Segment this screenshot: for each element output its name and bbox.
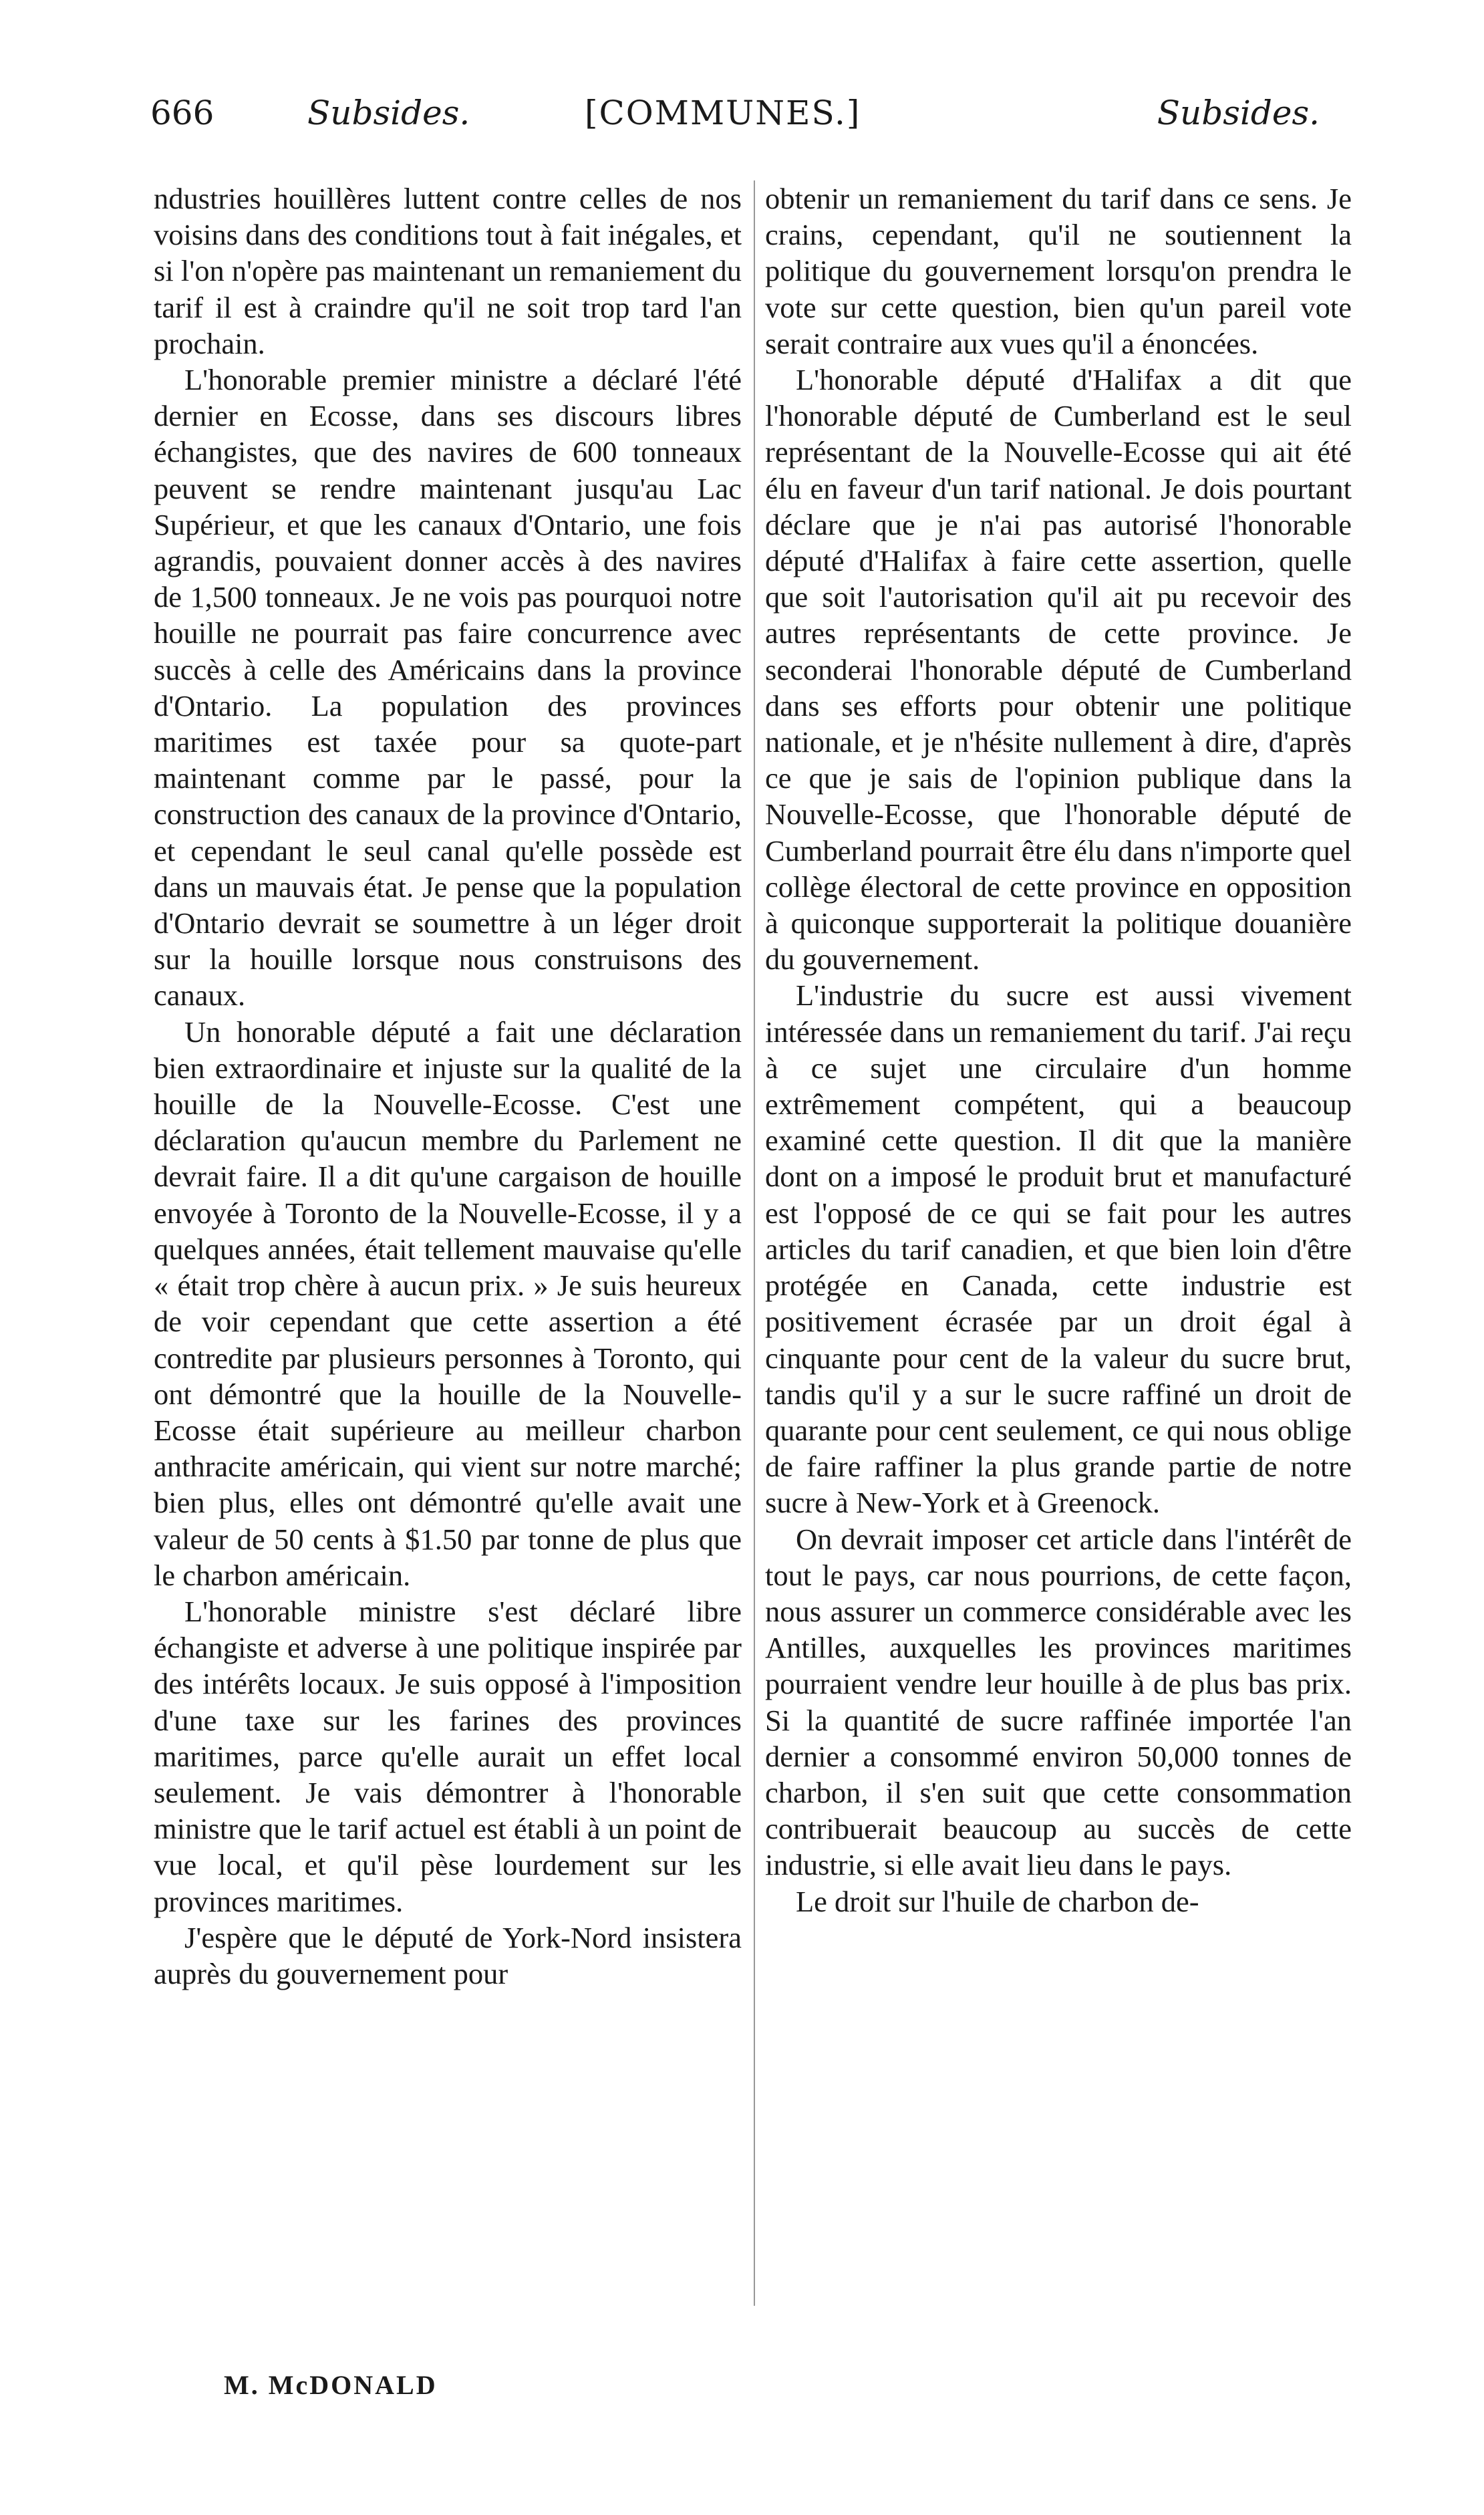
running-head — [150, 94, 1346, 147]
paragraph: L'industrie du sucre est aussi vivement intéressée dans un remaniement du tarif. J'ai reçu à ce sujet une circulaire d'un homme extrêmement compétent, qui a beaucoup examiné cette question. Il dit que la manière dont on a imposé le produit brut et manufacturé est l'opposé de ce qui se fait pour les autres articles du tarif canadien, et que bien loin d'être protégée en Canada, cette industrie est positivement écrasée par un droit égal à cinquante pour cent de la valeur du sucre brut, tandis qu'il y a sur le sucre raffiné un droit de quarante pour cent seulement, ce qui nous oblige de faire raffiner la plus grande partie de notre sucre à New-York et à Greenock. — [765, 978, 1352, 1520]
left-column — [154, 180, 742, 1992]
paragraph: obtenir un remaniement du tarif dans ce sens. Je crains, cependant, qu'il ne soutiennent la politique du gouvernement lorsqu'on prendra le vote sur cette question, bien qu'un pareil vote serait contraire aux vues qu'il a énoncées. — [765, 182, 1352, 360]
running-title-center: [COMMUNES.] — [585, 94, 861, 132]
paragraph: L'honorable ministre s'est déclaré libre échangiste et adverse à une politique inspirée par des intérêts locaux. Je suis opposé à l'imposition d'une taxe sur les farines des provinces maritimes, parce qu'elle aurait un effet local seulement. Je vais démontrer à l'honorable ministre que le tarif actuel est établi à un point de vue local, et qu'il pèse lourdement sur les provinces maritimes. — [154, 1594, 742, 1918]
paragraph: Le droit sur l'huile de charbon de- — [796, 1884, 1199, 1918]
running-title-right: Subsides. — [1157, 94, 1320, 132]
footer-signature: M. McDONALD — [224, 2370, 438, 2400]
paragraph: ndustries houillères luttent contre celles de nos voisins dans des conditions tout à fait inégales, et si l'on n'opère pas maintenant un remaniement du tarif il est à craindre qu'il ne soit trop tard l'an prochain. — [154, 182, 742, 360]
page-number: 666 — [150, 94, 214, 132]
right-column — [765, 180, 1352, 1920]
running-title-left: Subsides. — [307, 94, 470, 132]
paragraph: On devrait imposer cet article dans l'intérêt de tout le pays, car nous pourrions, de cette façon, nous assurer un commerce considérable avec les Antilles, auxquelles les provinces maritimes pourraient vendre leur houille à de plus bas prix. Si la quantité de sucre raffinée importée l'an dernier a consommé environ 50,000 tonnes de charbon, il s'en suit que cette consommation contribuerait beaucoup au succès de cette industrie, si elle avait lieu dans le pays. — [765, 1522, 1352, 1882]
column-divider — [754, 180, 755, 2306]
paragraph: J'espère que le député de York-Nord insistera auprès du gouvernement pour — [154, 1920, 742, 1990]
paragraph: Un honorable député a fait une déclaration bien extraordinaire et injuste sur la qualité de la houille de la Nouvelle-Ecosse. C'est une déclaration qu'aucun membre du Parlement ne devrait faire. Il a dit qu'une cargaison de houille envoyée à Toronto de la Nouvelle-Ecosse, il y a quelques années, était tellement mauvaise qu'elle « était trop chère à aucun prix. » Je suis heureux de voir cependant que cette assertion a été contredite par plusieurs personnes à Toronto, qui ont démontré que la houille de la Nouvelle-Ecosse était supérieure au meilleur charbon anthracite américain, qui vient sur notre marché; bien plus, elles ont démontré qu'elle avait une valeur de 50 cents à $1.50 par tonne de plus que le charbon américain. — [154, 1015, 742, 1592]
paragraph: L'honorable premier ministre a déclaré l'été dernier en Ecosse, dans ses discours libres échangistes, que des navires de 600 tonneaux peuvent se rendre maintenant jusqu'au Lac Supérieur, et que les canaux d'Ontario, une fois agrandis, pouvaient donner accès à des navires de 1,500 tonneaux. Je ne vois pas pourquoi notre houille ne pourrait pas faire concurrence avec succès à celle des Américains dans la province d'Ontario. La population des provinces maritimes est taxée pour sa quote-part maintenant comme par le passé, pour la construction des canaux de la province d'Ontario, et cependant le seul canal qu'elle possède est dans un mauvais état. Je pense que la population d'Ontario devrait se soumettre à un léger droit sur la houille lorsque nous construisons des canaux. — [154, 363, 742, 1013]
paragraph: L'honorable député d'Halifax a dit que l'honorable député de Cumberland est le seul représentant de la Nouvelle-Ecosse qui ait été élu en faveur d'un tarif national. Je dois pourtant déclare que je n'ai pas autorisé l'honorable député d'Halifax à faire cette assertion, quelle que soit l'autorisation qu'il ait pu recevoir des autres représentants de cette province. Je seconderai l'honorable député de Cumberland dans ses efforts pour obtenir une politique nationale, et je n'hésite nullement à dire, d'après ce que je sais de l'opinion publique dans la Nouvelle-Ecosse, que l'honorable député de Cumberland pourrait être élu dans n'importe quel collège électoral de cette province en opposition à quiconque supporterait la politique douanière du gouvernement. — [765, 363, 1352, 976]
